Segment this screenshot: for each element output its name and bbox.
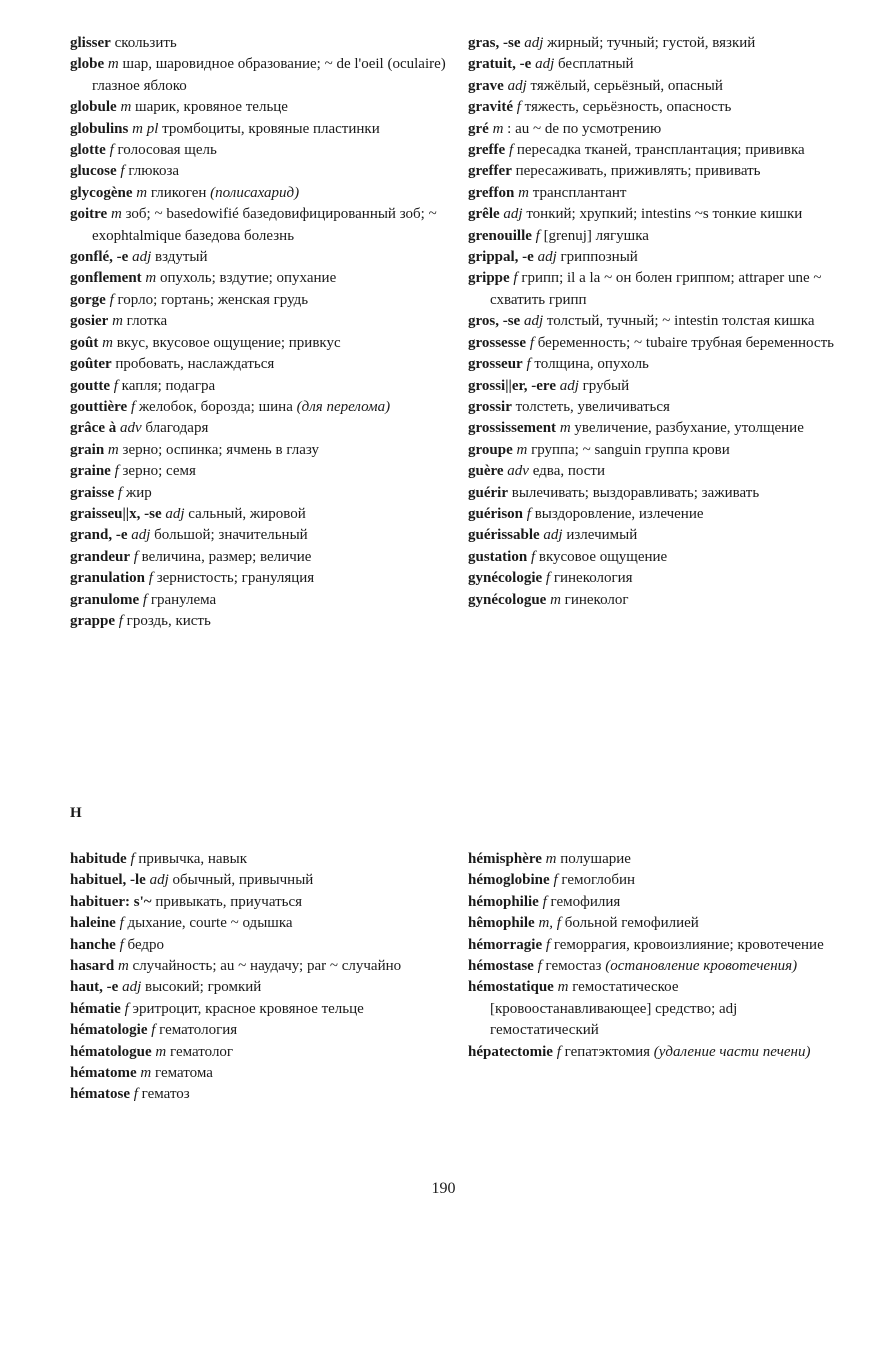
dictionary-entry (468, 568, 840, 589)
translation: гликоген (150, 184, 207, 201)
headword: grêle (468, 206, 500, 223)
dictionary-entry (468, 590, 840, 611)
headword: hémophilie (468, 893, 539, 910)
grammar-label: f (119, 936, 124, 953)
column-left-h (70, 849, 452, 1106)
translation: тромбоциты, кровяные пластинки (162, 120, 380, 137)
translation: вздутый (155, 249, 208, 266)
translation: опухоль; вздутие; опухание (160, 270, 337, 287)
translation: гинекология (553, 570, 633, 587)
headword: grippal, -e (468, 249, 534, 266)
translation: тонкий; хрупкий; intestins ~s тонкие кишки (526, 206, 803, 223)
dictionary-entry (468, 119, 840, 140)
grammar-label: m (557, 979, 569, 996)
dictionary-entry (70, 935, 452, 956)
translation: излечимый (566, 527, 638, 544)
grammar-label: adj (503, 206, 523, 223)
grammar-label: f (109, 291, 114, 308)
headword: gustation (468, 548, 528, 565)
dictionary-entry (70, 461, 452, 482)
headword: globule (70, 99, 117, 116)
headword: hématologue (70, 1043, 152, 1060)
translation: толстеть, увеличиваться (515, 398, 670, 415)
grammar-label: f (526, 356, 531, 373)
grammar-label: f (118, 612, 123, 629)
dictionary-entry (70, 1020, 452, 1041)
grammar-label: f (114, 463, 119, 480)
grammar-label: f (545, 936, 551, 953)
grammar-label: f (530, 548, 536, 565)
translation: привыкать, приучаться (155, 893, 303, 910)
usage-note: (остановление кровотечения) (605, 958, 798, 975)
dictionary-entry (468, 935, 840, 956)
headword: hémostase (468, 958, 534, 975)
headword: grossi||er, -ere (468, 377, 556, 394)
dictionary-entry (468, 849, 840, 870)
headword: hématologie (70, 1022, 148, 1039)
translation: капля; подагра (121, 377, 216, 394)
translation: желобок, борозда; шина (138, 398, 293, 415)
translation: гинеколог (564, 591, 629, 608)
grammar-label: m (107, 441, 119, 458)
translation: грубый (582, 377, 630, 394)
grammar-label: adj (523, 313, 544, 330)
translation: зернистость; грануляция (156, 570, 315, 587)
grammar-label: f (133, 1086, 138, 1103)
headword: globulins (70, 120, 129, 137)
grammar-label: m (518, 184, 529, 201)
dictionary-entry (70, 849, 452, 870)
translation: гемофилия (550, 893, 621, 910)
headword: gravité (468, 99, 513, 116)
grammar-label: f (556, 1043, 561, 1060)
grammar-label: adj (122, 979, 142, 996)
grammar-label: m (112, 313, 123, 330)
translation: зерно; семя (122, 463, 196, 480)
translation: величина, размер; величие (141, 548, 312, 565)
grammar-label: adj (524, 35, 544, 51)
dictionary-entry (468, 161, 840, 182)
grammar-label: m pl (132, 120, 159, 137)
headword: gré (468, 120, 489, 137)
dictionary-entry (70, 183, 452, 204)
grammar-label: adj (559, 377, 579, 394)
grammar-label: m (140, 1065, 152, 1082)
dictionary-entry (70, 999, 452, 1020)
translation: трансплантант (532, 184, 627, 201)
translation: толщина, опухоль (534, 356, 649, 373)
translation: увеличение, разбухание, утолщение (574, 420, 804, 437)
dictionary-entry (468, 547, 840, 568)
grammar-label: m (516, 441, 528, 458)
dictionary-entry (468, 268, 840, 311)
grammar-label: f (151, 1022, 156, 1039)
headword: graisse (70, 484, 115, 501)
headword: hémostatique (468, 979, 554, 996)
grammar-label: f (516, 99, 521, 116)
dictionary-entry (468, 33, 840, 54)
translation: тяжесть, серьёзность, опасность (524, 99, 732, 116)
dictionary-entry (70, 504, 452, 525)
headword: gouttière (70, 398, 128, 415)
grammar-label: f (542, 893, 547, 910)
dictionary-entry (70, 204, 452, 247)
dictionary-entry (70, 870, 452, 891)
headword: grosseur (468, 356, 523, 373)
translation: привычка, навык (138, 851, 247, 867)
translation: глотка (126, 313, 168, 330)
headword: haleine (70, 915, 116, 932)
dictionary-entry (70, 397, 452, 418)
grammar-label: adv (507, 463, 529, 480)
grammar-label: f (117, 484, 123, 501)
headword: gras, -se (468, 35, 521, 51)
translation: грипп; il a la ~ он болен гриппом; attraper une ~ схватить грипп (490, 270, 822, 308)
page-number: 190 (431, 1180, 456, 1197)
dictionary-entry (70, 97, 452, 118)
translation: полушарие (560, 851, 631, 867)
grammar-label: adj (165, 505, 185, 522)
translation: голосовая щель (117, 142, 217, 159)
grammar-label: m (155, 1043, 167, 1060)
grammar-label: f (508, 142, 514, 159)
grammar-label: f (142, 591, 148, 608)
headword: goitre (70, 206, 108, 223)
column-left-g (70, 33, 452, 632)
dictionary-entry (468, 483, 840, 504)
headword: haut, -e (70, 979, 119, 996)
translation: беременность; ~ tubaire трубная беременность (537, 334, 834, 351)
grammar-label: f (537, 958, 542, 975)
headword: grave (468, 77, 504, 94)
grammar-label: f (148, 570, 153, 587)
headword: greffe (468, 142, 506, 159)
dictionary-entry (468, 1042, 840, 1063)
dictionary-entry (468, 977, 840, 1041)
usage-note: (удаление части печени) (653, 1043, 811, 1060)
translation: случайность; au ~ наудачу; par ~ случайно (132, 958, 402, 975)
headword: glucose (70, 163, 117, 180)
dictionary-entry (468, 397, 840, 418)
grammar-label: adj (537, 249, 557, 266)
grammar-label: m (110, 206, 122, 223)
headword: hémoglobine (468, 872, 550, 889)
grammar-label: f (130, 851, 135, 867)
translation: группа; ~ sanguin группа крови (531, 441, 730, 458)
translation: вылечивать; выздоравливать; заживать (511, 484, 760, 501)
translation: зоб; ~ basedowifié базедовифицированный зоб; ~ exophtalmique базедова болезнь (92, 206, 437, 244)
dictionary-entry (468, 140, 840, 161)
headword: grappe (70, 612, 115, 629)
dictionary-entry (70, 418, 452, 439)
grammar-label: f (130, 398, 136, 415)
dictionary-entry (70, 547, 452, 568)
translation: шарик, кровяное тельце (135, 99, 288, 116)
column-right-g (468, 33, 840, 611)
translation: гематолог (170, 1043, 234, 1060)
dictionary-entry (70, 311, 452, 332)
headword: graine (70, 463, 111, 480)
translation: вкусовое ощущение (538, 548, 668, 565)
headword: goûter (70, 356, 112, 373)
dictionary-entry (70, 590, 452, 611)
translation: едва, пости (532, 463, 605, 480)
headword: habituer: s'~ (70, 893, 152, 910)
dictionary-entry (468, 204, 840, 225)
headword: grenouille (468, 227, 532, 244)
translation: больной гемофилией (564, 915, 699, 932)
grammar-label: m (545, 851, 557, 867)
usage-note: (для перелома) (296, 398, 391, 415)
grammar-label: adj (149, 872, 169, 889)
translation: тяжёлый, серьёзный, опасный (530, 77, 723, 94)
translation: пересаживать, приживлять; прививать (515, 163, 761, 180)
grammar-label: f (526, 505, 531, 522)
translation: обычный, привычный (172, 872, 314, 889)
headword: glycogène (70, 184, 133, 201)
headword: gros, -se (468, 313, 521, 330)
dictionary-entry (468, 333, 840, 354)
headword: goût (70, 334, 99, 351)
headword: gratuit, -e (468, 56, 532, 73)
headword: gosier (70, 313, 109, 330)
headword: hêmophile (468, 915, 535, 932)
dictionary-entry (70, 977, 452, 998)
dictionary-entry (70, 333, 452, 354)
headword: hémisphère (468, 851, 542, 867)
grammar-label: m (107, 56, 119, 73)
headword: graisseu||x, -se (70, 505, 162, 522)
grammar-label: adv (119, 420, 142, 437)
grammar-label: adj (535, 56, 555, 73)
translation: глюкоза (128, 163, 180, 180)
headword: hasard (70, 958, 115, 975)
dictionary-entry (468, 418, 840, 439)
grammar-label: f (113, 377, 118, 394)
dictionary-entry (70, 376, 452, 397)
grammar-label: f (109, 142, 114, 159)
translation: гранулема (150, 591, 217, 608)
dictionary-entry (70, 54, 452, 97)
dictionary-entry (468, 525, 840, 546)
grammar-label: m, f (538, 915, 561, 932)
grammar-label: f (529, 334, 534, 351)
grammar-label: m (120, 99, 132, 116)
headword: granulation (70, 570, 146, 587)
headword: hématose (70, 1086, 130, 1103)
translation: пересадка тканей, трансплантация; прививка (516, 142, 805, 159)
dictionary-entry (468, 504, 840, 525)
translation: гематоз (141, 1086, 190, 1103)
dictionary-entry (468, 354, 840, 375)
headword: grossir (468, 398, 512, 415)
headword: granulome (70, 591, 140, 608)
grammar-label: adj (131, 527, 151, 544)
grammar-label: f (124, 1000, 129, 1017)
headword: gonflé, -e (70, 249, 129, 266)
grammar-label: m (145, 270, 157, 287)
headword: groupe (468, 441, 513, 458)
translation: пробовать, наслаждаться (115, 356, 275, 373)
dictionary-entry (468, 226, 840, 247)
dictionary-entry (70, 440, 452, 461)
dictionary-entry (70, 956, 452, 977)
dictionary-entry (70, 354, 452, 375)
dictionary-entry (70, 247, 452, 268)
grammar-label: adj (543, 527, 563, 544)
dictionary-entry (70, 483, 452, 504)
dictionary-entry (70, 1063, 452, 1084)
translation: эритроцит, красное кровяное тельце (132, 1000, 364, 1017)
grammar-label: m (102, 334, 113, 351)
translation: жирный; тучный; густой, вязкий (547, 35, 756, 51)
headword: greffer (468, 163, 512, 180)
dictionary-entry (468, 76, 840, 97)
headword: gynécologue (468, 591, 547, 608)
grammar-label: m (136, 184, 148, 201)
headword: hépatectomie (468, 1043, 553, 1060)
translation: гроздь, кисть (126, 612, 211, 629)
translation: высокий; громкий (145, 979, 262, 996)
translation: горло; гортань; женская грудь (117, 291, 309, 308)
usage-note: (полисахарид) (210, 184, 300, 201)
grammar-label: m (492, 120, 504, 137)
headword: globe (70, 56, 105, 73)
headword: glisser (70, 35, 111, 51)
dictionary-entry (70, 1084, 452, 1105)
translation: гемостаз (545, 958, 602, 975)
dictionary-entry (70, 140, 452, 161)
grammar-label: m (550, 591, 561, 608)
dictionary-entry (468, 247, 840, 268)
translation: толстый, тучный; ~ intestin толстая кишка (546, 313, 815, 330)
translation: гепатэктомия (564, 1043, 650, 1060)
dictionary-entry (468, 870, 840, 891)
dictionary-entry (70, 290, 452, 311)
headword: gorge (70, 291, 106, 308)
headword: grippe (468, 270, 510, 287)
headword: hématome (70, 1065, 137, 1082)
translation: гемоглобин (561, 872, 636, 889)
headword: grand, -e (70, 527, 128, 544)
grammar-label: f (535, 227, 540, 244)
dictionary-entry (70, 119, 452, 140)
dictionary-entry (468, 956, 840, 977)
headword: hématie (70, 1000, 121, 1017)
headword: hémorragie (468, 936, 543, 953)
dictionary-entry (70, 913, 452, 934)
headword: hanche (70, 936, 116, 953)
headword: guérissable (468, 527, 540, 544)
grammar-label: f (513, 270, 518, 287)
headword: greffon (468, 184, 515, 201)
dictionary-entry (70, 1042, 452, 1063)
headword: goutte (70, 377, 110, 394)
dictionary-entry (468, 54, 840, 75)
grammar-label: m (117, 958, 129, 975)
translation: скользить (114, 35, 177, 51)
translation: выздоровление, излечение (534, 505, 704, 522)
translation: геморрагия, кровоизлияние; кровотечение (553, 936, 824, 953)
translation: вкус, вкусовое ощущение; привкус (116, 334, 341, 351)
dictionary-entry (70, 892, 452, 913)
dictionary-entry (468, 461, 840, 482)
dictionary-entry (468, 892, 840, 913)
headword: grossissement (468, 420, 557, 437)
headword: guérir (468, 484, 508, 501)
translation: : au ~ de по усмотрению (507, 120, 662, 137)
grammar-label: f (133, 548, 138, 565)
translation: [grenuj] лягушка (543, 227, 649, 244)
headword: habitude (70, 851, 127, 867)
translation: гемостатическое [кровоостанавливающее] средство; adj гемостатический (490, 979, 738, 1039)
translation: благодаря (145, 420, 209, 437)
grammar-label: f (545, 570, 551, 587)
translation: жир (125, 484, 152, 501)
headword: habituel, -le (70, 872, 146, 889)
translation: зерно; оспинка; ячмень в глазу (122, 441, 319, 458)
headword: grain (70, 441, 105, 458)
dictionary-entry (468, 440, 840, 461)
dictionary-entry (70, 611, 452, 632)
translation: сальный, жировой (188, 505, 306, 522)
dictionary-entry (468, 183, 840, 204)
headword: guère (468, 463, 504, 480)
translation: бесплатный (557, 56, 634, 73)
grammar-label: f (119, 915, 124, 932)
translation: дыхание, courte ~ одышка (127, 915, 293, 932)
grammar-label: adj (507, 77, 527, 94)
dictionary-entry (70, 525, 452, 546)
dictionary-entry (70, 33, 452, 54)
headword: grâce à (70, 420, 117, 437)
translation: гематология (159, 1022, 238, 1039)
dictionary-entry (468, 97, 840, 118)
translation: гематома (155, 1065, 213, 1082)
translation: бедро (127, 936, 165, 953)
headword: gonflement (70, 270, 142, 287)
headword: glotte (70, 142, 106, 159)
dictionary-entry (70, 268, 452, 289)
headword: grandeur (70, 548, 130, 565)
dictionary-entry (70, 568, 452, 589)
grammar-label: m (559, 420, 571, 437)
section-heading-h: H (70, 805, 82, 821)
dictionary-entry (70, 161, 452, 182)
grammar-label: adj (132, 249, 152, 266)
headword: guérison (468, 505, 524, 522)
translation: шар, шаровидное образование; ~ de l'oeil (oculaire) глазное яблоко (92, 56, 446, 94)
headword: grossesse (468, 334, 527, 351)
translation: гриппозный (560, 249, 638, 266)
grammar-label: f (120, 163, 125, 180)
grammar-label: f (553, 872, 558, 889)
dictionary-entry (468, 913, 840, 934)
column-right-h (468, 849, 840, 1063)
dictionary-entry (468, 311, 840, 332)
dictionary-entry (468, 376, 840, 397)
headword: gynécologie (468, 570, 543, 587)
translation: большой; значительный (154, 527, 308, 544)
